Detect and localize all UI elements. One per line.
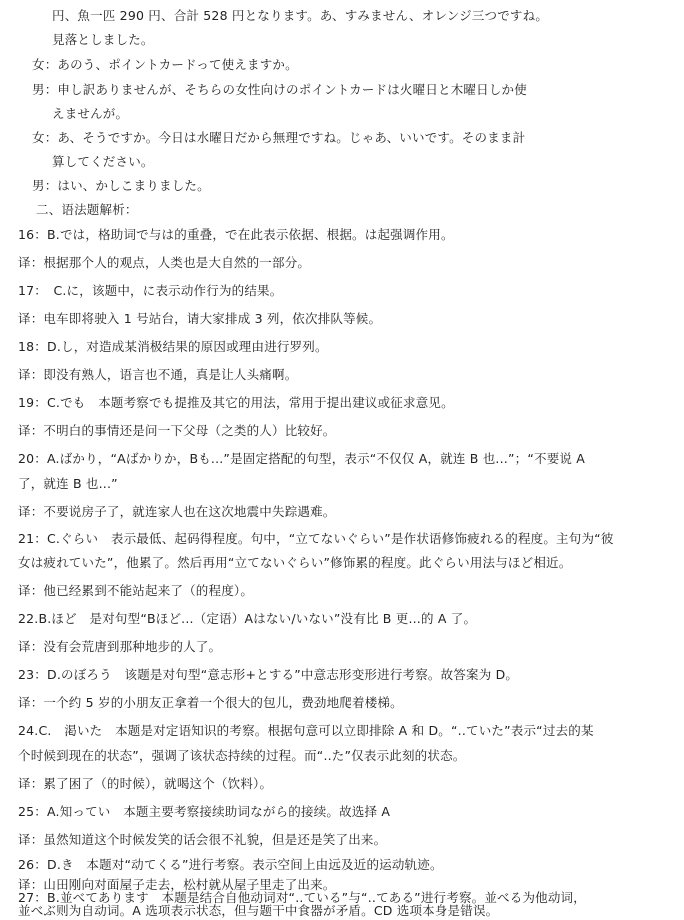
dialogue-line: 女：あのう、ポイントカードって使えますか。 (32, 57, 298, 72)
translation-line: 译：电车即将驶入 1 号站台，请大家排成 3 列，依次排队等候。 (18, 311, 382, 326)
dialogue-line: えませんが。 (52, 106, 129, 121)
explanation-line: 女は疲れていた”，他累了。然后再用“立てないぐらい”修饰累的程度。此ぐらい用法与ほど相近。 (18, 555, 572, 570)
explanation-line: 25：A.知ってい 本题主要考察接续助词ながら的接续。故选择 A (18, 804, 391, 819)
dialogue-line: 男：申し訳ありませんが、そちらの女性向けのポイントカードは火曜日と木曜日しか使 (32, 82, 527, 97)
translation-line: 译：虽然知道这个时候发笑的话会很不礼貌，但是还是笑了出来。 (18, 832, 387, 847)
explanation-line: 23：D.のぼろう 该题是对句型“意志形+とする”中意志形变形进行考察。故答案为 D。 (18, 667, 519, 682)
translation-line: 译：没有会荒唐到那种地步的人了。 (18, 639, 222, 654)
translation-line: 译：根据那个人的观点，人类也是大自然的一部分。 (18, 255, 311, 270)
explanation-line: 26：D.き 本题对“动てくる”进行考察。表示空间上由远及近的运动轨迹。 (18, 857, 443, 872)
dialogue-line: 算してください。 (52, 154, 154, 169)
explanation-line: 並べぶ则为自动词。A 选项表示状态，但与题干中食器が矛盾。CD 选项本身是错误。 (18, 903, 499, 918)
translation-line: 译：他已经累到不能站起来了（的程度）。 (18, 583, 254, 598)
translation-line: 译：累了困了（的时候），就喝这个（饮料）。 (18, 776, 273, 791)
explanation-line: 17： C.に，该题中，に表示动作行为的结果。 (18, 283, 283, 298)
translation-line: 译：山田刚向对面屋子走去，松村就从屋子里走了出来。 (18, 877, 336, 892)
explanation-line: 21：C.ぐらい 表示最低、起码得程度。句中，“立てないぐらい”是作状语修饰疲れる的程度。主句为“彼 (18, 531, 614, 546)
dialogue-line: 男：はい、かしこまりました。 (32, 178, 210, 193)
explanation-line: 22.B.ほど 是对句型“Bほど...（定语）Aはない/いない”没有比 B 更...的 A 了。 (18, 611, 477, 626)
explanation-line: 18：D.し，对造成某消极结果的原因或理由进行罗列。 (18, 339, 328, 354)
dialogue-line: 女：あ、そうですか。今日は水曜日だから無理ですね。じゃあ、いいです。そのまま計 (32, 130, 526, 145)
dialogue-line: 円、魚一匹 290 円、合計 528 円となります。あ、すみません、オレンジ三つですね。 (52, 8, 549, 23)
explanation-line: 24.C. 渇いた 本题是对定语知识的考察。根据句意可以立即排除 A 和 D。“..ていた”表示“过去的某 (18, 723, 594, 738)
explanation-line: 了，就连 B 也...” (18, 476, 118, 491)
translation-line: 译：即没有熟人，语言也不通，真是让人头痛啊。 (18, 367, 298, 382)
translation-line: 译：不要说房子了，就连家人也在这次地震中失踪遇难。 (18, 504, 336, 519)
translation-line: 译：不明白的事情还是问一下父母（之类的人）比较好。 (18, 423, 336, 438)
explanation-line: 20：A.ばかり，“Aばかりか，Bも...”是固定搭配的句型，表示“不仅仅 A，就连 B 也...”；“不要说 A (18, 451, 586, 466)
explanation-line: 27：B.並べてあります 本题是结合自他动词对“..ている”与“..てある”进行考察。並べる为他动词， (18, 890, 586, 905)
translation-line: 译：一个约 5 岁的小朋友正拿着一个很大的包儿，费劲地爬着楼梯。 (18, 695, 403, 710)
explanation-line: 个时候到现在的状态”，强调了该状态持续的过程。而“..た”仅表示此刻的状态。 (18, 748, 466, 763)
dialogue-line: 見落としました。 (52, 32, 154, 47)
explanation-line: 16：B.では，格助词で与は的重叠，で在此表示依据、根据。は起强调作用。 (18, 227, 454, 242)
explanation-line: 19：C.でも 本题考察でも提推及其它的用法，常用于提出建议或征求意见。 (18, 395, 454, 410)
section-heading: 二、语法题解析： (36, 202, 138, 217)
